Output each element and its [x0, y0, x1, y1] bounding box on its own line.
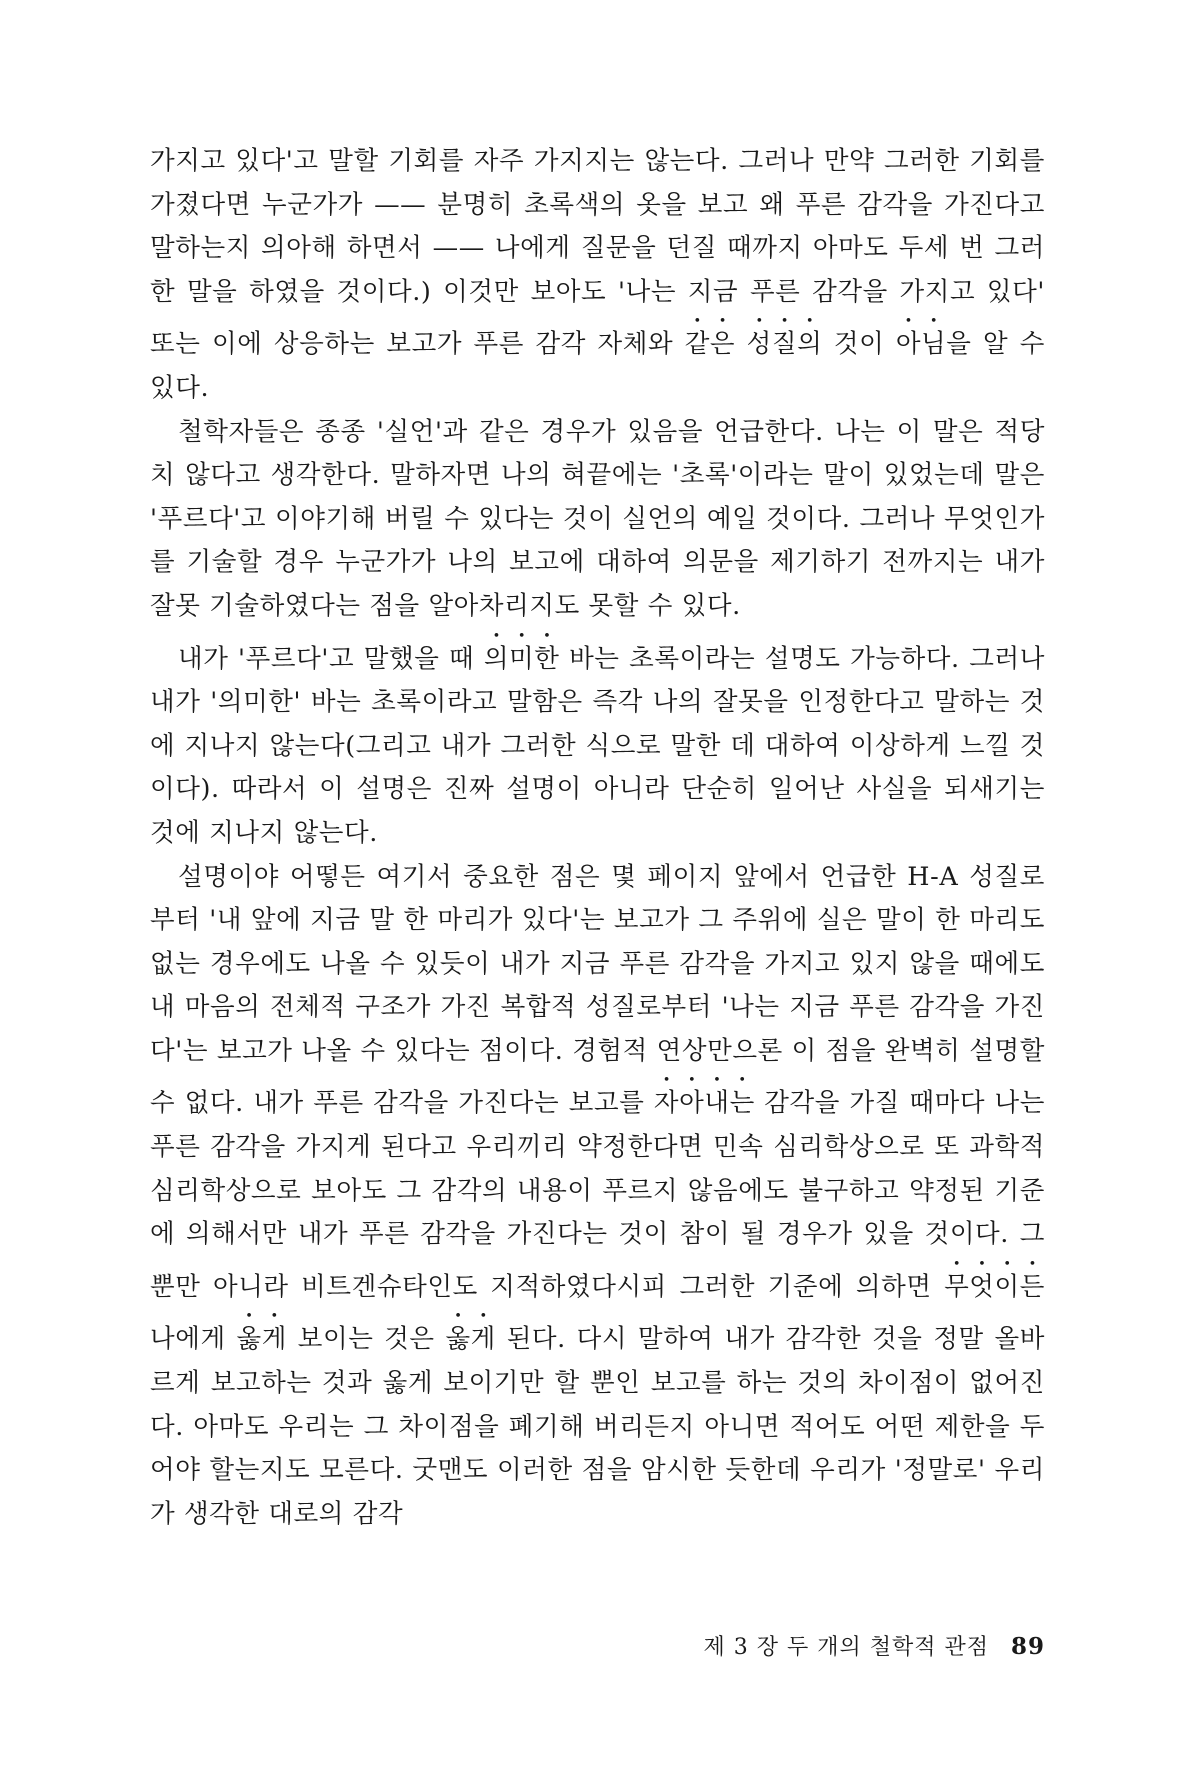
text-run: 설명이야 어떻든 여기서 중요한 점은 몇 페이지 앞에서 언급한 H-A 성질로부터 '내 앞에 지금 말 한 마리가 있다'는 보고가 그 주위에 실은 말이 한 마리도 없는 경우에도 나올 수 있듯이 내가 지금 푸른 감각을 가지고 있지 않을 때에도 내 마음의 전체적 구조가 가진 복합적 성질로부터 '나는 지금 푸른 감각을 가진다'는 보고가 나올 수 있다는 점이다. 경험적 연상만으론 이 점을 완벽히 설명할 수 없다. 내가 푸른 감각을 가진다는 보고를 [150, 861, 1045, 1119]
page-body [150, 140, 1045, 1536]
text-run: 나에게 [150, 1324, 237, 1355]
text-run: 철학자들은 종종 '실언'과 같은 경우가 있음을 언급한다. 나는 이 말은 적당치 않다고 생각한다. 말하자면 나의 혀끝에는 '초록'이라는 말이 있었는데 말은 '푸르다'고 이야기해 버릴 수 있다는 것이 실언의 예일 것이다. 그러나 무엇인가를 기술할 경우 누군가가 나의 보고에 대하여 의문을 제기하기 전까지는 내가 잘못 기술하였다는 점을 알아차리지도 못할 수 있다. [150, 416, 1045, 621]
emphasis-dotted-text: 의미한 [483, 643, 560, 674]
text-run: 바는 초록이라는 설명도 가능하다. 그러나 내가 '의미한' 바는 초록이라고 말함은 즉각 나의 잘못을 인정한다고 말하는 것에 지나지 않는다(그리고 내가 그러한 식으로 말한 데 대하여 이상하게 느낄 것이다). 따라서 이 설명은 진짜 설명이 아니라 단순히 일어난 사실을 되새기는 것에 지나지 않는다. [150, 643, 1045, 848]
emphasis-dotted-text: 같은 성질의 [684, 329, 823, 360]
text-run: 보이는 것은 [286, 1324, 446, 1355]
emphasis-dotted-text: 자아내는 [653, 1088, 755, 1119]
text-run: 가지고 있다'고 말할 기회를 자주 가지지는 않는다. 그러나 만약 그러한 기회를 가졌다면 누군가가 —— 분명히 초록색의 옷을 보고 왜 푸른 감각을 가진다고 말하는지 의아해 하면서 —— 나에게 질문을 던질 때까지 아마도 두세 번 그러한 말을 하였을 것이다.) 이것만 보아도 '나는 지금 푸른 감각을 가지고 있다' 또는 이에 상응하는 보고가 푸른 감각 자체와 [150, 146, 1045, 360]
emphasis-dotted-text: 옳게 [236, 1324, 287, 1355]
body-text [150, 140, 1045, 1536]
emphasis-dotted-text: 옳게 [445, 1324, 496, 1355]
paragraph [150, 856, 1045, 1537]
paragraph [150, 629, 1045, 856]
text-run: 감각을 가질 때마다 나는 푸른 감각을 가지게 된다고 우리끼리 약정한다면 민속 심리학상으로 또 과학적 심리학상으로 보아도 그 감각의 내용이 푸르지 않음에도 불구하고 약정된 기준에 의해서만 내가 푸른 감각을 가진다는 것이 참이 될 경우가 있을 것이다. 그뿐만 아니라 비트겐슈타인도 지적하였다시피 그러한 기준에 의하면 [150, 1088, 1045, 1302]
text-run: 내가 '푸르다'고 말했을 때 [178, 643, 484, 674]
page-footer [150, 1630, 1045, 1661]
paragraph [150, 411, 1045, 629]
running-footer-chapter: 제 3 장 두 개의 철학적 관점 [703, 1635, 989, 1660]
paragraph [150, 140, 1045, 411]
emphasis-dotted-text: 아님 [895, 329, 947, 360]
emphasis-dotted-text: 무엇이든 [944, 1271, 1045, 1302]
page-number: 89 [1010, 1633, 1045, 1660]
text-run: 을 알 수 있다. [150, 329, 1045, 403]
text-run: 것이 [822, 329, 896, 360]
text-run: 된다. 다시 말하여 내가 감각한 것을 정말 올바르게 보고하는 것과 옳게 보이기만 할 뿐인 보고를 하는 것의 차이점이 없어진다. 아마도 우리는 그 차이점을 폐기해 버리든지 아니면 적어도 어떤 제한을 두어야 할는지도 모른다. 굿맨도 이러한 점을 암시한 듯한데 우리가 '정말로' 우리가 생각한 대로의 감각 [150, 1324, 1046, 1529]
